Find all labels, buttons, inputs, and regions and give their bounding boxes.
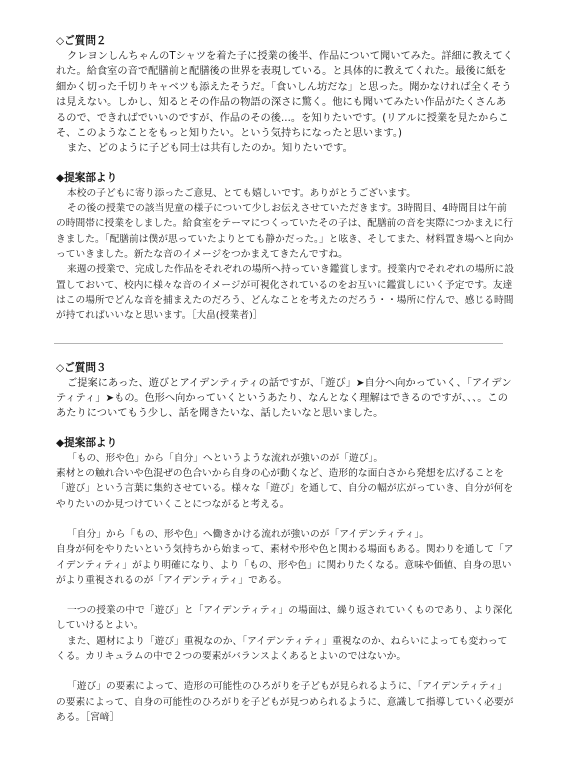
- reply-2-section: [56, 171, 514, 324]
- question-2-paragraph: クレヨンしんちゃんのTシャツを着た子に授業の後半、作品について聞いてみた。詳細に教えてくれた。給食室の音で配膳前と配膳後の世界を表現している。と具体的に教えてくれた。最後に紙を細かく切った千切りキャベツも添えたそうだ。「食いしん坊だな」と思った。聞かなければ全くそうは見えない。しかし、知るとその作品の物語の深さに驚く。他にも聞いてみたい作品がたくさんあるので、できればでいいのですが、作品のその後...。を知りたいです。(リアルに授業を見たからこそ、このようなことをもっと知りたい。という気持ちになったと思います。): [56, 51, 514, 140]
- reply-3-paragraph: 「遊び」の要素によって、造形の可能性のひろがりを子どもが見られるように、「アイデンティティ」の要素によって、自身の可能性のひろがりを子どもが見つめられるように、意識して指導していく必要がある。［宮﨑］: [56, 681, 514, 723]
- reply-3-paragraph: 「もの、形や色」から「自分」へというような流れが強いのが「遊び」。: [67, 452, 384, 464]
- question-2-section: [56, 34, 514, 157]
- reply-3-paragraph: また、題材により「遊び」重視なのか、「アイデンティティ」重視なのか、ねらいによっても変わってくる。カリキュラムの中で２つの要素がバランスよくあるとよいのではないか。: [56, 635, 508, 662]
- reply-2-heading: ◆提案部より: [56, 171, 118, 184]
- question-3-section: [56, 361, 514, 422]
- reply-3-heading: ◆提案部より: [56, 436, 118, 449]
- reply-2-paragraph: その後の授業での該当児童の様子について少しお伝えさせていただきます。3時間目、4時間目は午前の時間帯に授業をしました。給食室をテーマにつくっていたその子は、配膳前の音を実際につかまえに行きました。「配膳前は僕が思っていたよりとても静かだった。」と呟き、そしてまた、材料置き場へと向かっていきました。新たな音のイメージをつかまえてきたんですね。: [56, 203, 514, 261]
- reply-2-paragraph: 来週の授業で、完成した作品をそれぞれの場所へ持っていき鑑賞します。授業内でそれぞれの場所に設置しておいて、校内に様々な音のイメージが可視化されているのをお互いに鑑賞しにいく予定です。友達はこの場所でどんな音を捕まえたのだろう、どんなことを考えたのだろう・・場所に佇んで、感じる時間が持てればいいなと思います。［大畠(授業者)］: [56, 264, 514, 322]
- question-3-heading: ◇ご質問３: [56, 361, 107, 374]
- reply-3-paragraph: 素材との触れ合いや色混ぜの色合いから自身の心が動くなど、造形的な面白さから発想を広げることを「遊び」という言葉に集約させている。様々な「遊び」を通して、自分の幅が広がっていき、自分が何をやりたいのか見つけていくことにつながると考える。: [56, 468, 514, 510]
- reply-2-paragraph: 本校の子どもに寄り添ったご意見、とても嬉しいです。ありがとうございます。: [67, 187, 416, 199]
- question-2-paragraph: また、どのように子ども同士は共有したのか。知りたいです。: [67, 143, 353, 155]
- section-divider: [54, 343, 503, 344]
- reply-3-section: [56, 436, 514, 725]
- document-page: [56, 34, 514, 725]
- paragraph-gap: [56, 664, 514, 679]
- paragraph-gap: [56, 512, 514, 527]
- paragraph-gap: [56, 588, 514, 603]
- reply-3-paragraph: 「自分」から「もの、形や色」へ働きかける流れが強いのが「アイデンティティ」。: [67, 528, 430, 540]
- question-2-heading: ◇ご質問２: [56, 35, 107, 47]
- reply-3-paragraph: 一つの授業の中で「遊び」と「アイデンティティ」の場面は、繰り返されていくものであり、より深化していけるとよい。: [56, 605, 513, 632]
- question-3-paragraph: ご提案にあった、遊びとアイデンティティの話ですが、「遊び」➤自分へ向かっていく、「アイデンティティ」➤もの。色形へ向かっていくというあたり、なんとなく理解はできるのですが、、、。このあたりについてもう少し、話を聞きたいな、話したいなと思いました。: [56, 377, 512, 420]
- reply-3-paragraph: 自身が何をやりたいという気持ちから始まって、素材や形や色と関わる場面もある。関わりを通して「アイデンティティ」がより明確になり、より「もの、形や色」に関わりたくなる。意味や価値、自身の思いがより重視されるのが「アイデンティティ」である。: [56, 544, 514, 586]
